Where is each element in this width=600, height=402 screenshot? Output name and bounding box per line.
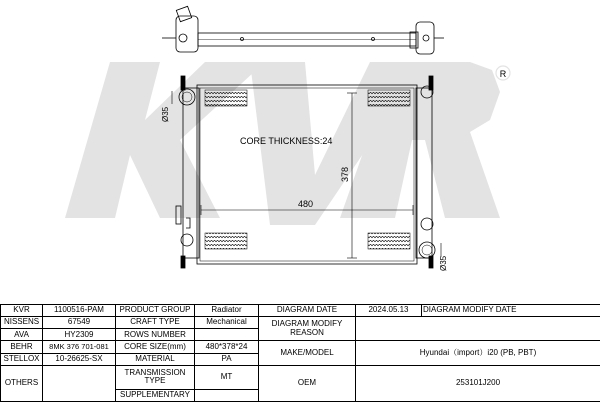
diagram-modify-reason-value <box>356 317 600 341</box>
rows-number-value <box>195 329 259 341</box>
registered-mark: R <box>499 69 507 79</box>
make-model-value: Hyundai（import）i20 (PB, PBT) <box>356 341 600 365</box>
diagram-modify-date-label: DIAGRAM MODIFY DATE <box>422 305 600 317</box>
material-value: PA <box>195 353 259 365</box>
make-model-label: MAKE/MODEL <box>259 341 356 365</box>
core-thickness-label: CORE THICKNESS:24 <box>240 136 333 146</box>
outlet-diameter: Ø35 <box>439 255 448 271</box>
transmission-type-label: TRANSMISSION TYPE <box>116 365 195 389</box>
kvr-label: KVR <box>1 305 43 317</box>
stellox-value: 10-26625-SX <box>43 353 116 365</box>
craft-type-value: Mechanical <box>195 317 259 329</box>
craft-type-label: CRAFT TYPE <box>116 317 195 329</box>
oem-label: OEM <box>259 365 356 401</box>
material-label: MATERIAL <box>116 353 195 365</box>
diagram-date-label: DIAGRAM DATE <box>259 305 356 317</box>
others-value <box>43 365 116 401</box>
supplementary-value <box>195 389 259 401</box>
core-size-value: 480*378*24 <box>195 341 259 353</box>
diagram-date-value: 2024.05.13 <box>356 305 422 317</box>
ava-value: HY2309 <box>43 329 116 341</box>
transmission-type-value: MT <box>195 365 259 389</box>
nissens-value: 67549 <box>43 317 116 329</box>
behr-value: 8MK 376 701-081 <box>43 341 116 353</box>
kvr-value: 1100516-PAM <box>43 305 116 317</box>
rows-number-label: ROWS NUMBER <box>116 329 195 341</box>
oem-value: 253101J200 <box>356 365 600 401</box>
nissens-label: NISSENS <box>1 317 43 329</box>
core-size-label: CORE SIZE(mm) <box>116 341 195 353</box>
inlet-diameter: Ø35 <box>161 106 170 122</box>
diagram-modify-reason-label: DIAGRAM MODIFY REASON <box>259 317 356 341</box>
height-dimension: 378 <box>340 166 350 182</box>
width-dimension: 480 <box>298 199 314 209</box>
behr-label: BEHR <box>1 341 43 353</box>
spec-table <box>0 304 600 402</box>
radiator-top-view <box>162 6 444 54</box>
product-group-value: Radiator <box>195 305 259 317</box>
others-label: OTHERS <box>1 365 43 401</box>
supplementary-label: SUPPLEMENTARY <box>116 389 195 401</box>
stellox-label: STELLOX <box>1 353 43 365</box>
product-group-label: PRODUCT GROUP <box>116 305 195 317</box>
ava-label: AVA <box>1 329 43 341</box>
